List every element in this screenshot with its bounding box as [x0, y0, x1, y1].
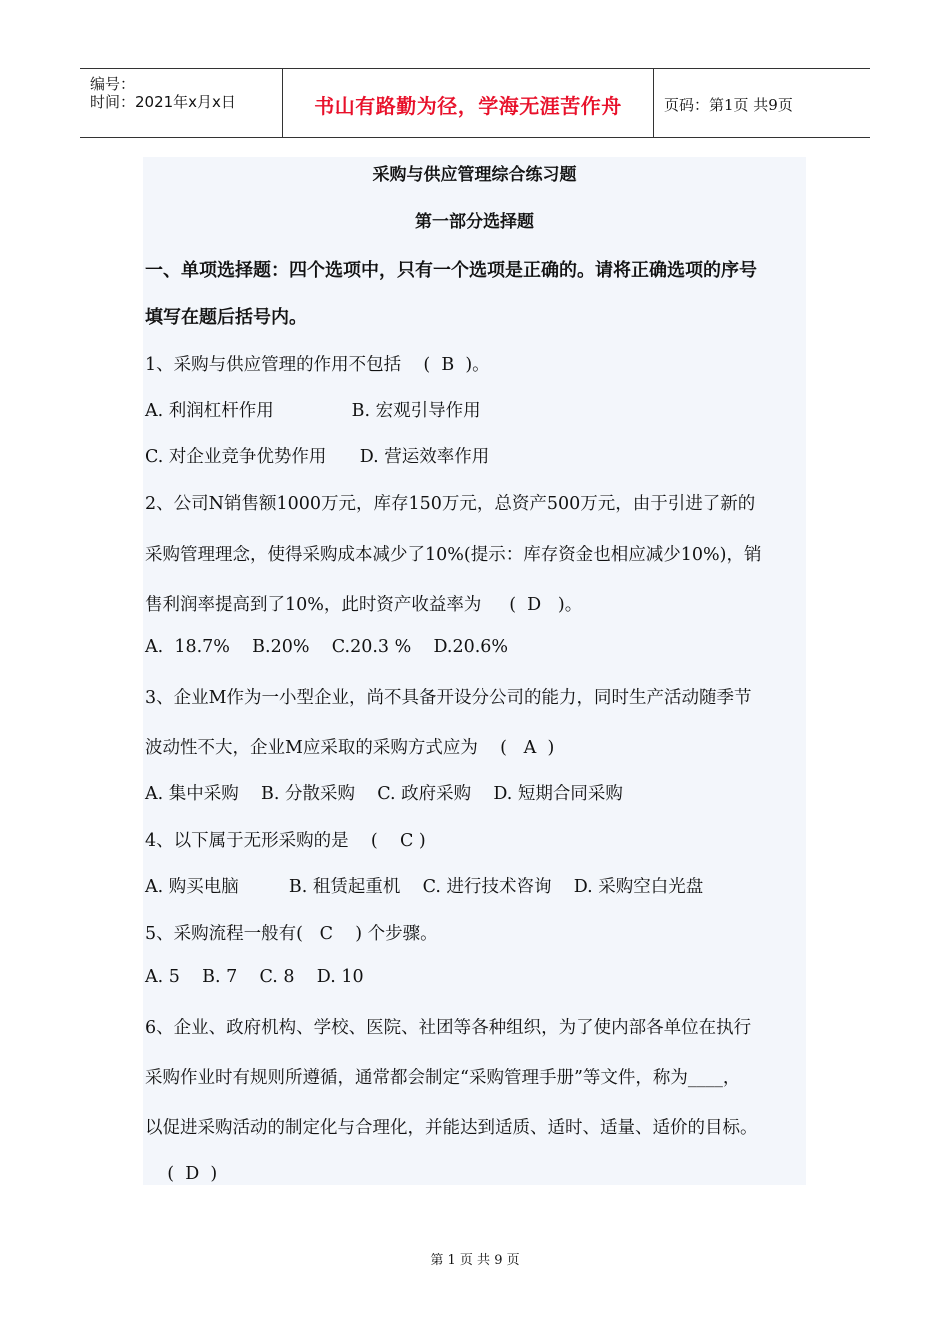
- header-meta-cell: [80, 69, 283, 137]
- option-line: A. 利润杠杆作用 B. 宏观引导作用: [145, 401, 481, 421]
- section-heading-line-1: 一、单项选择题：四个选项中，只有一个选项是正确的。请将正确选项的序号: [145, 260, 757, 281]
- option-line: A. 购买电脑 B. 租赁起重机 C. 进行技术咨询 D. 采购空白光盘: [145, 877, 704, 897]
- option-line: A. 18.7% B.20% C.20.3 % D.20.6%: [145, 637, 509, 657]
- header-motto: 书山有路勤为径，学海无涯苦作舟: [314, 94, 622, 118]
- question-line: 以促进采购活动的制定化与合理化，并能达到适质、适时、适量、适价的目标。: [145, 1118, 758, 1138]
- header-page-cell: [654, 69, 870, 137]
- doc-date: 时间：2021年x月x日: [90, 93, 236, 111]
- question-line: 5、采购流程一般有( C ) 个步骤。: [145, 924, 438, 944]
- question-line: 6、企业、政府机构、学校、医院、社团等各种组织，为了使内部各单位在执行: [145, 1018, 752, 1038]
- question-line: 1、采购与供应管理的作用不包括 ( B )。: [145, 355, 490, 375]
- question-line: 3、企业M作为一小型企业，尚不具备开设分公司的能力，同时生产活动随季节: [145, 688, 752, 708]
- header-page-info: 页码：第1页 共9页: [664, 96, 793, 114]
- header-motto-cell: [283, 69, 654, 137]
- question-line: 4、以下属于无形采购的是 ( C ): [145, 831, 426, 851]
- option-line: C. 对企业竞争优势作用 D. 营运效率作用: [145, 447, 490, 467]
- question-line: 售利润率提高到了10%，此时资产收益率为 ( D )。: [145, 595, 583, 615]
- doc-title: 采购与供应管理综合练习题: [372, 165, 577, 185]
- part-heading: 第一部分选择题: [415, 212, 534, 232]
- header-table: [80, 68, 870, 138]
- question-line: 波动性不大，企业M应采取的采购方式应为 ( A ): [145, 738, 555, 758]
- question-line: 2、公司N销售额1000万元，库存150万元，总资产500万元，由于引进了新的: [145, 494, 756, 514]
- option-line: A. 5 B. 7 C. 8 D. 10: [145, 967, 364, 987]
- answer-line: ( D ): [145, 1164, 218, 1184]
- section-heading-line-2: 填写在题后括号内。: [145, 307, 307, 328]
- doc-number-label: 编号：: [90, 75, 136, 93]
- question-line: 采购管理理念，使得采购成本减少了10%(提示：库存资金也相应减少10%)，销: [145, 545, 762, 565]
- option-line: A. 集中采购 B. 分散采购 C. 政府采购 D. 短期合同采购: [145, 784, 623, 804]
- page-footer: 第 1 页 共 9 页: [430, 1253, 520, 1268]
- question-line: 采购作业时有规则所遵循，通常都会制定“采购管理手册”等文件，称为____，: [145, 1068, 741, 1088]
